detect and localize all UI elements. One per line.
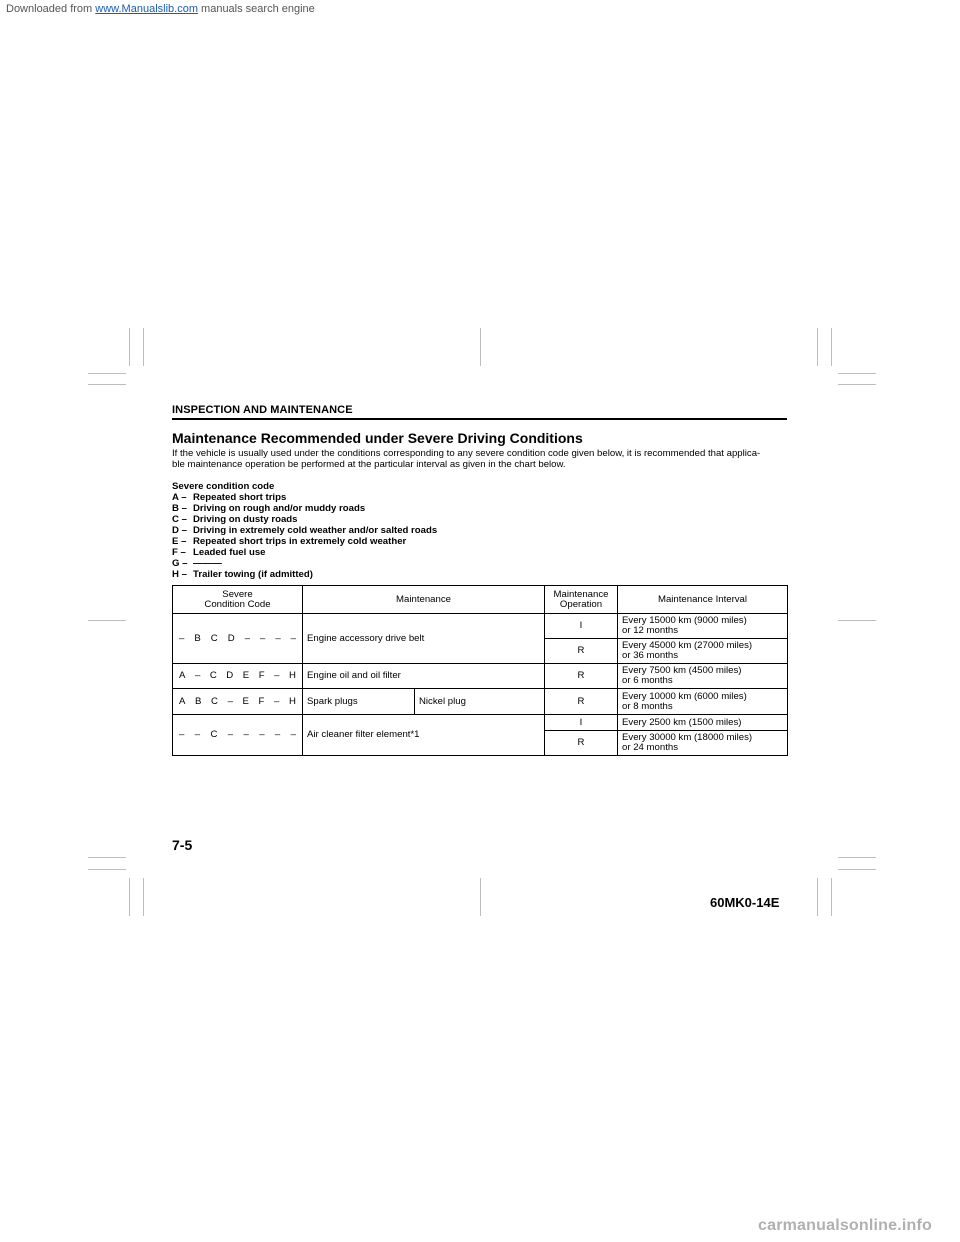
condition-code-item: C – Driving on dusty roads bbox=[172, 514, 298, 525]
condition-codes-cell: A B C – E F – H bbox=[173, 689, 303, 715]
maintenance-item: Spark plugs bbox=[303, 689, 415, 715]
condition-code-item: H – Trailer towing (if admitted) bbox=[172, 569, 313, 580]
page-title: Maintenance Recommended under Severe Driving Conditions bbox=[172, 430, 583, 446]
condition-code-item: G – ——— bbox=[172, 558, 222, 569]
operation-cell: I bbox=[545, 715, 618, 731]
table-row bbox=[173, 664, 788, 689]
watermark-prefix: Downloaded from bbox=[6, 3, 96, 15]
operation-cell: R bbox=[545, 689, 618, 715]
table-row bbox=[173, 715, 788, 731]
maintenance-sub-item: Nickel plug bbox=[415, 689, 545, 715]
condition-codes-cell: – B C D – – – – bbox=[173, 614, 303, 664]
condition-code-item: F – Leaded fuel use bbox=[172, 547, 266, 558]
operation-cell: R bbox=[545, 731, 618, 756]
condition-code-item: A – Repeated short trips bbox=[172, 492, 287, 503]
condition-code-item: B – Driving on rough and/or muddy roads bbox=[172, 503, 366, 514]
interval-cell: Every 15000 km (9000 miles) or 12 months bbox=[618, 614, 788, 639]
header-divider bbox=[172, 418, 787, 420]
page-number: 7-5 bbox=[172, 837, 193, 853]
manualslib-link[interactable]: www.Manualslib.com bbox=[95, 3, 198, 15]
interval-cell: Every 7500 km (4500 miles) or 6 months bbox=[618, 664, 788, 689]
interval-cell: Every 45000 km (27000 miles) or 36 months bbox=[618, 639, 788, 664]
document-code: 60MK0-14E bbox=[710, 895, 780, 910]
maintenance-item: Engine oil and oil filter bbox=[303, 664, 545, 689]
condition-codes-cell: A – C D E F – H bbox=[173, 664, 303, 689]
condition-codes-cell: – – C – – – – – bbox=[173, 715, 303, 756]
header-interval: Maintenance Interval bbox=[618, 586, 788, 614]
condition-code-item: D – Driving in extremely cold weather and/or salted roads bbox=[172, 525, 438, 536]
interval-cell: Every 30000 km (18000 miles) or 24 months bbox=[618, 731, 788, 756]
intro-text-line-1: If the vehicle is usually used under the conditions corresponding to any severe condition code given below, it is recommended that applica- bbox=[172, 448, 761, 459]
maintenance-item: Engine accessory drive belt bbox=[303, 614, 545, 664]
condition-code-item: E – Repeated short trips in extremely cold weather bbox=[172, 536, 407, 547]
interval-cell: Every 10000 km (6000 miles) or 8 months bbox=[618, 689, 788, 715]
header-maintenance: Maintenance bbox=[303, 586, 545, 614]
operation-cell: R bbox=[545, 639, 618, 664]
header-condition-code: Severe Condition Code bbox=[173, 586, 303, 614]
header-operation: Maintenance Operation bbox=[545, 586, 618, 614]
interval-cell: Every 2500 km (1500 miles) bbox=[618, 715, 788, 731]
table-row bbox=[173, 614, 788, 639]
table-row bbox=[173, 689, 788, 715]
download-watermark bbox=[6, 3, 315, 15]
intro-text-line-2: ble maintenance operation be performed at the particular interval as given in the chart below. bbox=[172, 459, 566, 470]
maintenance-table bbox=[172, 585, 788, 756]
operation-cell: R bbox=[545, 664, 618, 689]
maintenance-item: Air cleaner filter element*1 bbox=[303, 715, 545, 756]
section-header: INSPECTION AND MAINTENANCE bbox=[172, 404, 353, 416]
condition-codes-title: Severe condition code bbox=[172, 481, 275, 492]
watermark-suffix: manuals search engine bbox=[197, 3, 315, 15]
table-header-row bbox=[173, 586, 788, 614]
operation-cell: I bbox=[545, 614, 618, 639]
site-watermark: carmanualsonline.info bbox=[758, 1217, 933, 1234]
